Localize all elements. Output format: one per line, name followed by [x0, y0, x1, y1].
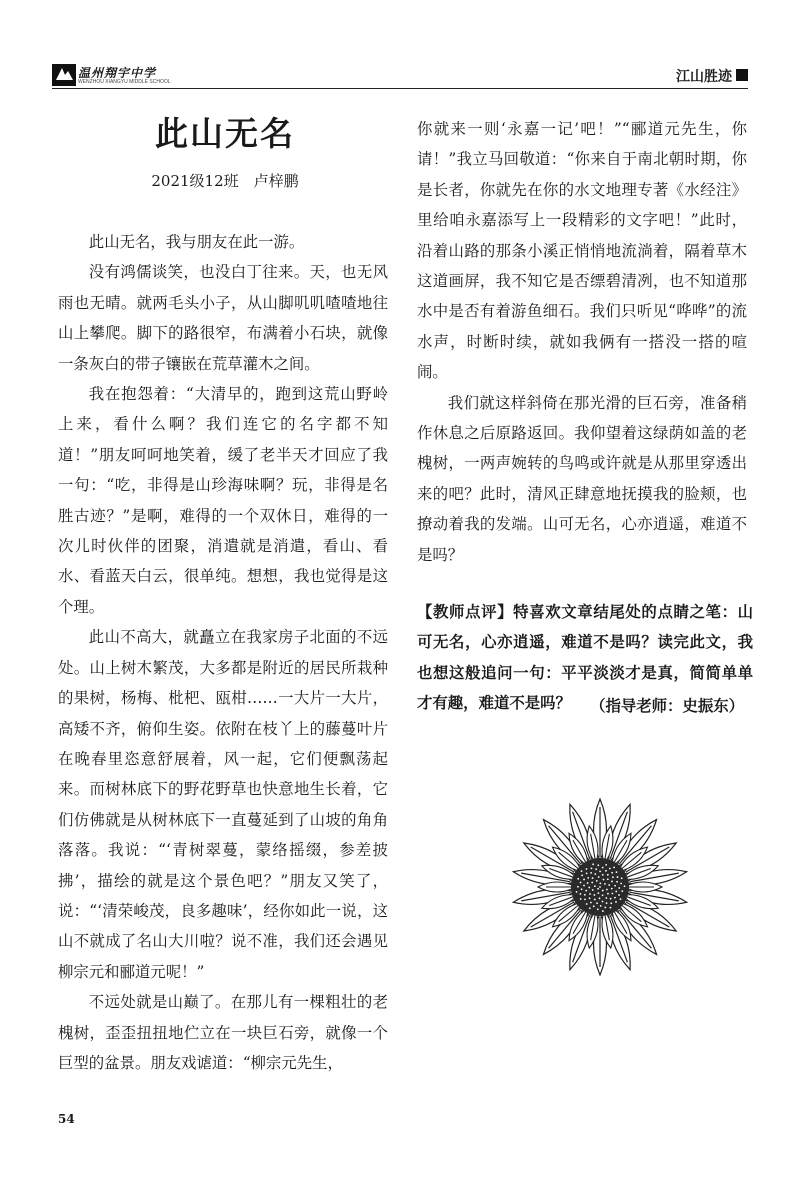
sunflower-seed [594, 873, 596, 875]
school-logo [52, 62, 172, 88]
paragraph: 没有鸿儒谈笑，也没白丁往来。天，也无风雨也无晴。就两毛头小子，从山脚叽叽喳喳地往山上攀爬。脚下的路很窄，布满着小石块，就像一条灰白的带子镶嵌在荒草灌木之间。 [58, 263, 388, 373]
paragraph: 此山不高大，就矗立在我家房子北面的不远处。山上树木繁茂，大多都是附近的居民所栽种的果树，杨梅、枇杷、瓯柑……一大片一大片，高矮不齐，俯仰生姿。依附在枝丫上的藤蔓叶片在晚春里恣意舒展着，风一起，它们便飘荡起来。而树林底下的野花野草也快意地生长着，它们仿佛就是从树林底下一直蔓延到了山坡的角角落落。我说：“‘青树翠蔓，蒙络摇缀，参差披拂’，描绘的就是这个景色吧？”朋友又笑了，说：“‘清荣峻茂，良多趣味’，经你如此一说，这山不就成了名山大川啦？说不准，我们还会遇见柳宗元和郦道元呢！” [58, 628, 388, 981]
sunflower-seed [605, 870, 607, 872]
left-column [58, 227, 388, 1078]
sunflower-seed [616, 881, 618, 883]
sunflower-seed [602, 867, 604, 869]
sunflower-seed [602, 894, 604, 896]
sunflower-seed [615, 891, 617, 893]
sunflower-seed [611, 888, 613, 890]
sunflower-seed [598, 876, 600, 878]
sunflower-seed [597, 864, 599, 866]
sunflower-seed [581, 875, 583, 877]
sunflower-seed [605, 864, 607, 866]
logo-text: 温州翔宇中学 [78, 66, 157, 80]
sunflower-seed [591, 867, 593, 869]
sunflower-seed [621, 877, 623, 879]
school-emblem-icon [52, 64, 76, 86]
paragraph: 我们就这样斜倚在那光滑的巨石旁，准备稍作休息之后原路返回。我仰望着这绿荫如盖的老槐树，一两声婉转的鸟鸣或许就是从那里穿透出来的吧？此时，清风正肆意地抚摸我的脸颊，也撩动着我的发端。山可无名，心亦逍遥，难道不是吗？ [417, 393, 747, 564]
sunflower-seed [607, 878, 609, 880]
sunflower-seed [594, 899, 596, 901]
teacher-review: 【教师点评】特喜欢文章结尾处的点睛之笔：山可无名，心亦逍遥，难道不是吗？读完此文，我也想这般追问一句：平平淡淡才是真，简简单单才有趣，难道不是吗？ [417, 603, 753, 713]
sunflower-seed [583, 885, 585, 887]
paragraph: 此山无名，我与朋友在此一游。 [88, 233, 305, 251]
sunflower-seed [581, 870, 583, 872]
sunflower-seed [589, 897, 591, 899]
sunflower-seed [592, 863, 594, 865]
sunflower-seed [611, 881, 613, 883]
sunflower-seed [585, 890, 587, 892]
sunflower-seed [620, 898, 622, 900]
sunflower-illustration [505, 795, 695, 980]
sunflower-seed [581, 888, 583, 890]
sunflower-seed [589, 907, 591, 909]
sunflower-seed [592, 889, 594, 891]
sunflower-seed [592, 877, 594, 879]
sunflower-seed [614, 885, 616, 887]
sunflower-seed [618, 894, 620, 896]
sunflower-seed [606, 902, 608, 904]
sunflower-seed [577, 878, 579, 880]
sunflower-seed [590, 902, 592, 904]
sunflower-seed [584, 894, 586, 896]
paragraph: 我在抱怨着：“大清早的，跑到这荒山野岭上来，看什么啊？我们连它的名字都不知道！”朋友呵呵地笑着，缓了老半天才回应了我一句：“吃，非得是山珍海味啊？玩，非得是名胜古迹？”是啊，难得的一个双休日，难得的一次儿时伙伴的团聚，消遣就是消遣，看山、看水、看蓝天白云，很单纯。想想，我也觉得是这个理。 [58, 385, 388, 616]
sunflower-seed [614, 897, 616, 899]
sunflower-seed [587, 882, 589, 884]
sunflower-seed [599, 871, 601, 873]
sunflower-seed [586, 872, 588, 874]
sunflower-seed [589, 893, 591, 895]
sunflower-seed [590, 872, 592, 874]
sunflower-seed [584, 899, 586, 901]
header-rule [52, 88, 748, 89]
sunflower-seed [611, 872, 613, 874]
sunflower-seed [595, 868, 597, 870]
sunflower-seed [605, 897, 607, 899]
sunflower-seed [610, 898, 612, 900]
sunflower-seed [577, 886, 579, 888]
sunflower-seed [616, 871, 618, 873]
sunflower-seed [594, 885, 596, 887]
sunflower-seed [602, 901, 604, 903]
sunflower-seed [604, 907, 606, 909]
section-square-icon [736, 69, 748, 81]
sunflower-seed [610, 902, 612, 904]
sunflower-seed [620, 883, 622, 885]
sunflower-seed [599, 886, 601, 888]
sunflower-seed [594, 894, 596, 896]
sunflower-seed [621, 890, 623, 892]
sunflower-seed [583, 879, 585, 881]
sunflower-seed [599, 897, 601, 899]
sunflower-seed [613, 867, 615, 869]
paragraph-continuation: 你就来一则‘永嘉一记’吧！”“郦道元先生，你请！”我立马回敬道：“你来自于南北朝时期，你是长者，你就先在你的水文地理专著《水经注》里给咱永嘉添写上一段精彩的文字吧！”此时，沿着山路的那条小溪正悄悄地流淌着，隔着草木这道画屏，我不知它是否缥碧清冽，也不知道那水中是否有着游鱼细石。我们只听见“哗哗”的流水声，时断时续，就如我俩有一搭没一搭的喧闹。 [417, 120, 747, 382]
advisor-credit: （指导老师：史振东） [590, 697, 744, 715]
sunflower-seed [615, 901, 617, 903]
sunflower-seed [576, 891, 578, 893]
sunflower-seed [599, 882, 601, 884]
sunflower-seed [602, 890, 604, 892]
sunflower-seed [596, 902, 598, 904]
sunflower-seed [602, 910, 604, 912]
sunflower-seed [604, 883, 606, 885]
sunflower-seed [588, 887, 590, 889]
sunflower-seed [611, 893, 613, 895]
article-byline: 2021级12班 卢梓鹏 [151, 172, 299, 190]
logo-subtext: WENZHOU XIANGYU MIDDLE SCHOOL [78, 79, 171, 85]
sunflower-seed [606, 889, 608, 891]
sunflower-seed [607, 874, 609, 876]
sunflower-seed [608, 884, 610, 886]
sunflower-seed [591, 882, 593, 884]
sunflower-seed [596, 880, 598, 882]
sunflower-seed [586, 868, 588, 870]
sunflower-seed [593, 905, 595, 907]
article-title: 此山无名 [155, 114, 295, 153]
sunflower-seed [624, 885, 626, 887]
sunflower-seed [597, 908, 599, 910]
sunflower-seed [580, 882, 582, 884]
sunflower-seed [618, 887, 620, 889]
section-label: 江山胜迹 [676, 68, 732, 84]
page-number: 54 [58, 1112, 75, 1126]
paragraph: 不远处就是山巅了。在那儿有一棵粗壮的老槐树，歪歪扭扭地伫立在一块巨石旁，就像一个巨型的盆景。朋友戏谑道：“柳宗元先生， [58, 993, 388, 1072]
sunflower-seed [597, 892, 599, 894]
sunflower-seed [603, 879, 605, 881]
sunflower-seed [580, 898, 582, 900]
sunflower-seed [579, 893, 581, 895]
right-column [417, 114, 747, 570]
sunflower-seed [597, 888, 599, 890]
sunflower-seed [600, 905, 602, 907]
sunflower-seed [602, 874, 604, 876]
sunflower-seed [610, 907, 612, 909]
sunflower-seed [586, 903, 588, 905]
sunflower-seed [609, 868, 611, 870]
sunflower-seed [617, 876, 619, 878]
sunflower-seed [587, 877, 589, 879]
sunflower-seed [607, 893, 609, 895]
sunflower-seed [612, 876, 614, 878]
